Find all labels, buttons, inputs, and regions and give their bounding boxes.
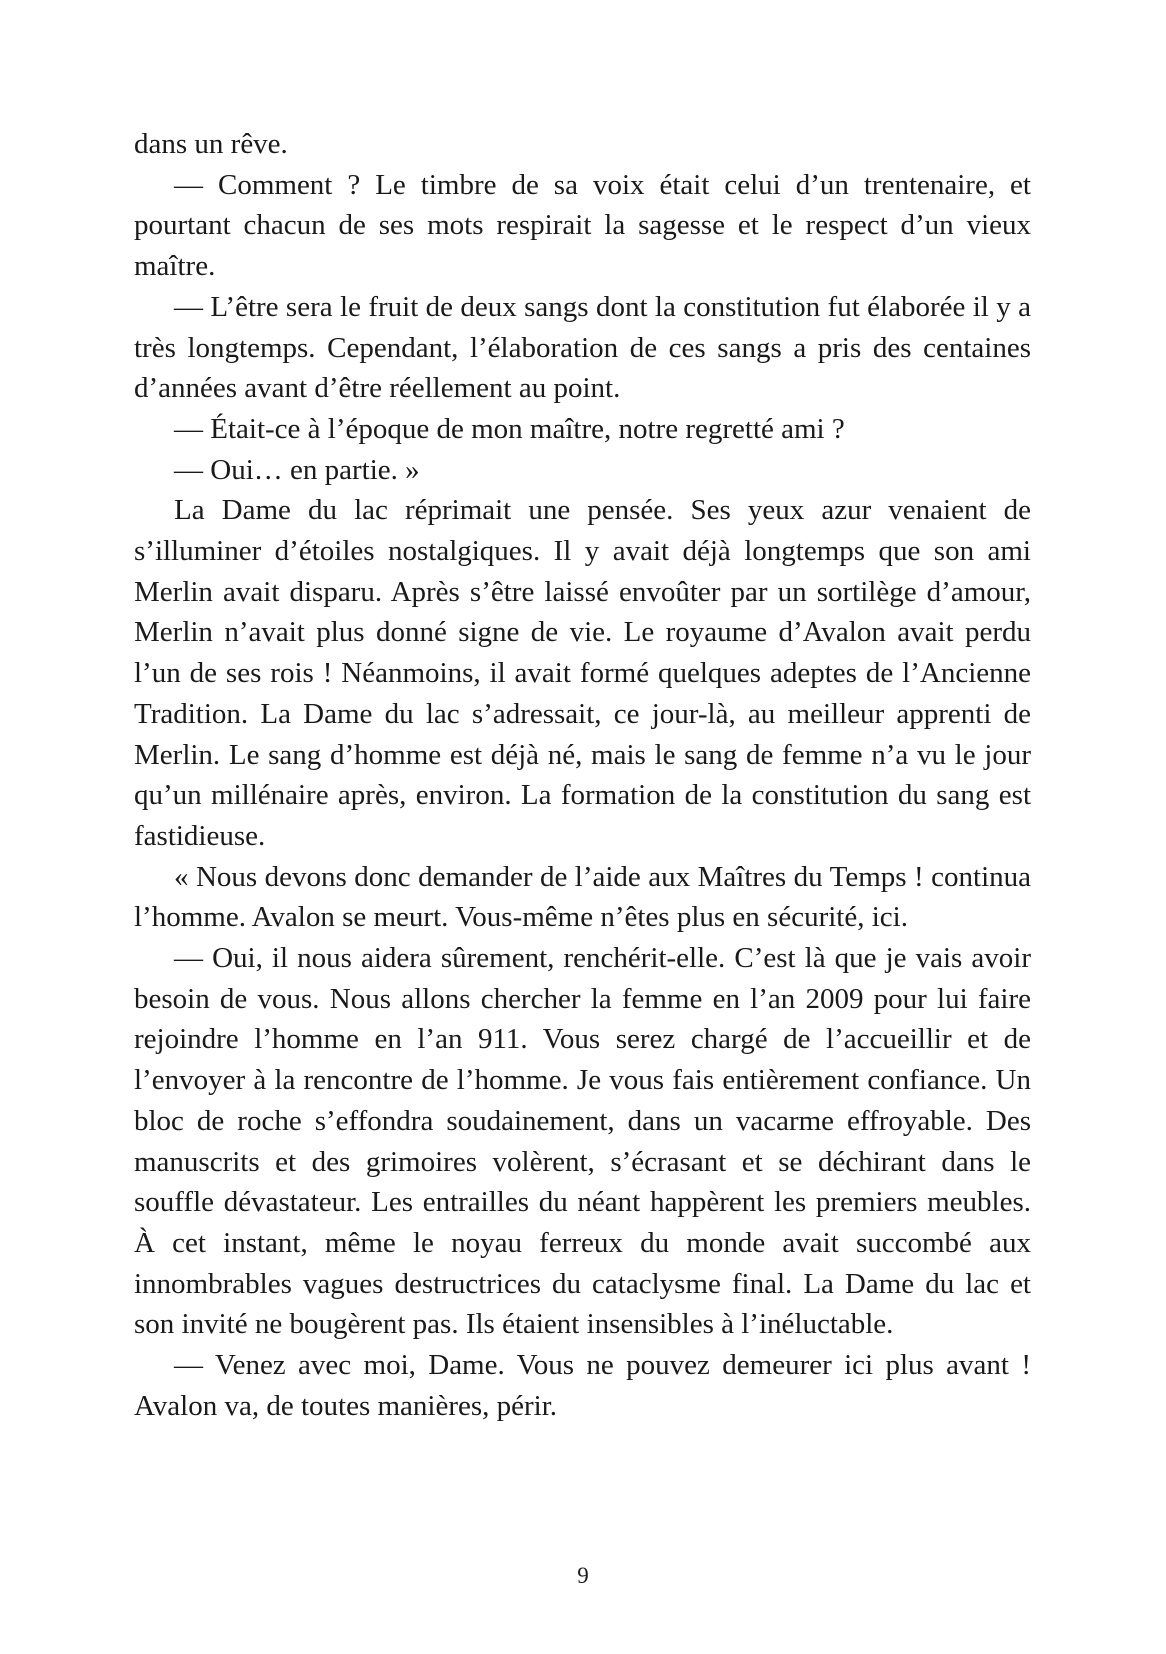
paragraph-dialogue: — L’être sera le fruit de deux sangs dont la constitution fut élaborée il y a très longtemps. Cependant, l’élaboration de ces sangs a pris des centaines d’années avant d’être réellement au point.: [134, 290, 1031, 405]
body-text: [134, 124, 1031, 1427]
paragraph-dialogue: — Oui, il nous aidera sûrement, renchérit-elle. C’est là que je vais avoir besoin de vous. Nous allons chercher la femme en l’an 2009 pour lui faire rejoindre l’homme en l’an 911. Vous serez chargé de l’accueillir et de l’envoyer à la rencontre de l’homme. Je vous fais entièrement confiance. Un bloc de roche s’effondra soudainement, dans un vacarme effroyable. Des manuscrits et des grimoires volèrent, s’écrasant et se déchirant dans le souffle dévastateur. Les entrailles du néant happèrent les premiers meubles. À cet instant, même le noyau ferreux du monde avait succombé aux innombrables vagues destructrices du cataclysme final. La Dame du lac et son invité ne bougèrent pas. Ils étaient insensibles à l’inéluctable.: [134, 942, 1031, 1341]
paragraph-dialogue: — Venez avec moi, Dame. Vous ne pouvez demeurer ici plus avant ! Avalon va, de toutes manières, périr.: [134, 1349, 1031, 1422]
paragraph-continuation: dans un rêve.: [134, 128, 288, 160]
paragraph-dialogue: « Nous devons donc demander de l’aide aux Maîtres du Temps ! continua l’homme. Avalon se meurt. Vous-même n’êtes plus en sécurité, ici.: [134, 860, 1031, 934]
page-number: 9: [577, 1563, 589, 1588]
paragraph-dialogue: — Comment ? Le timbre de sa voix était celui d’un trentenaire, et pourtant chacun de ses mots respirait la sagesse et le respect d’un vieux maître.: [134, 168, 1031, 283]
paragraph-dialogue: — Oui… en partie. »: [174, 453, 420, 486]
paragraph-narrative: La Dame du lac réprimait une pensée. Ses yeux azur venaient de s’illuminer d’étoiles nostalgiques. Il y avait déjà longtemps que son ami Merlin avait disparu. Après s’être laissé envoûter par un sortilège d’amour, Merlin n’avait plus donné signe de vie. Le royaume d’Avalon avait perdu l’un de ses rois ! Néanmoins, il avait formé quelques adeptes de l’Ancienne Tradition. La Dame du lac s’adressait, ce jour-là, au meilleur apprenti de Merlin. Le sang d’homme est déjà né, mais le sang de femme n’a vu le jour qu’un millénaire après, environ. La formation de la constitution du sang est fastidieuse.: [134, 494, 1031, 852]
paragraph-dialogue: — Était-ce à l’époque de mon maître, notre regretté ami ?: [174, 412, 845, 445]
